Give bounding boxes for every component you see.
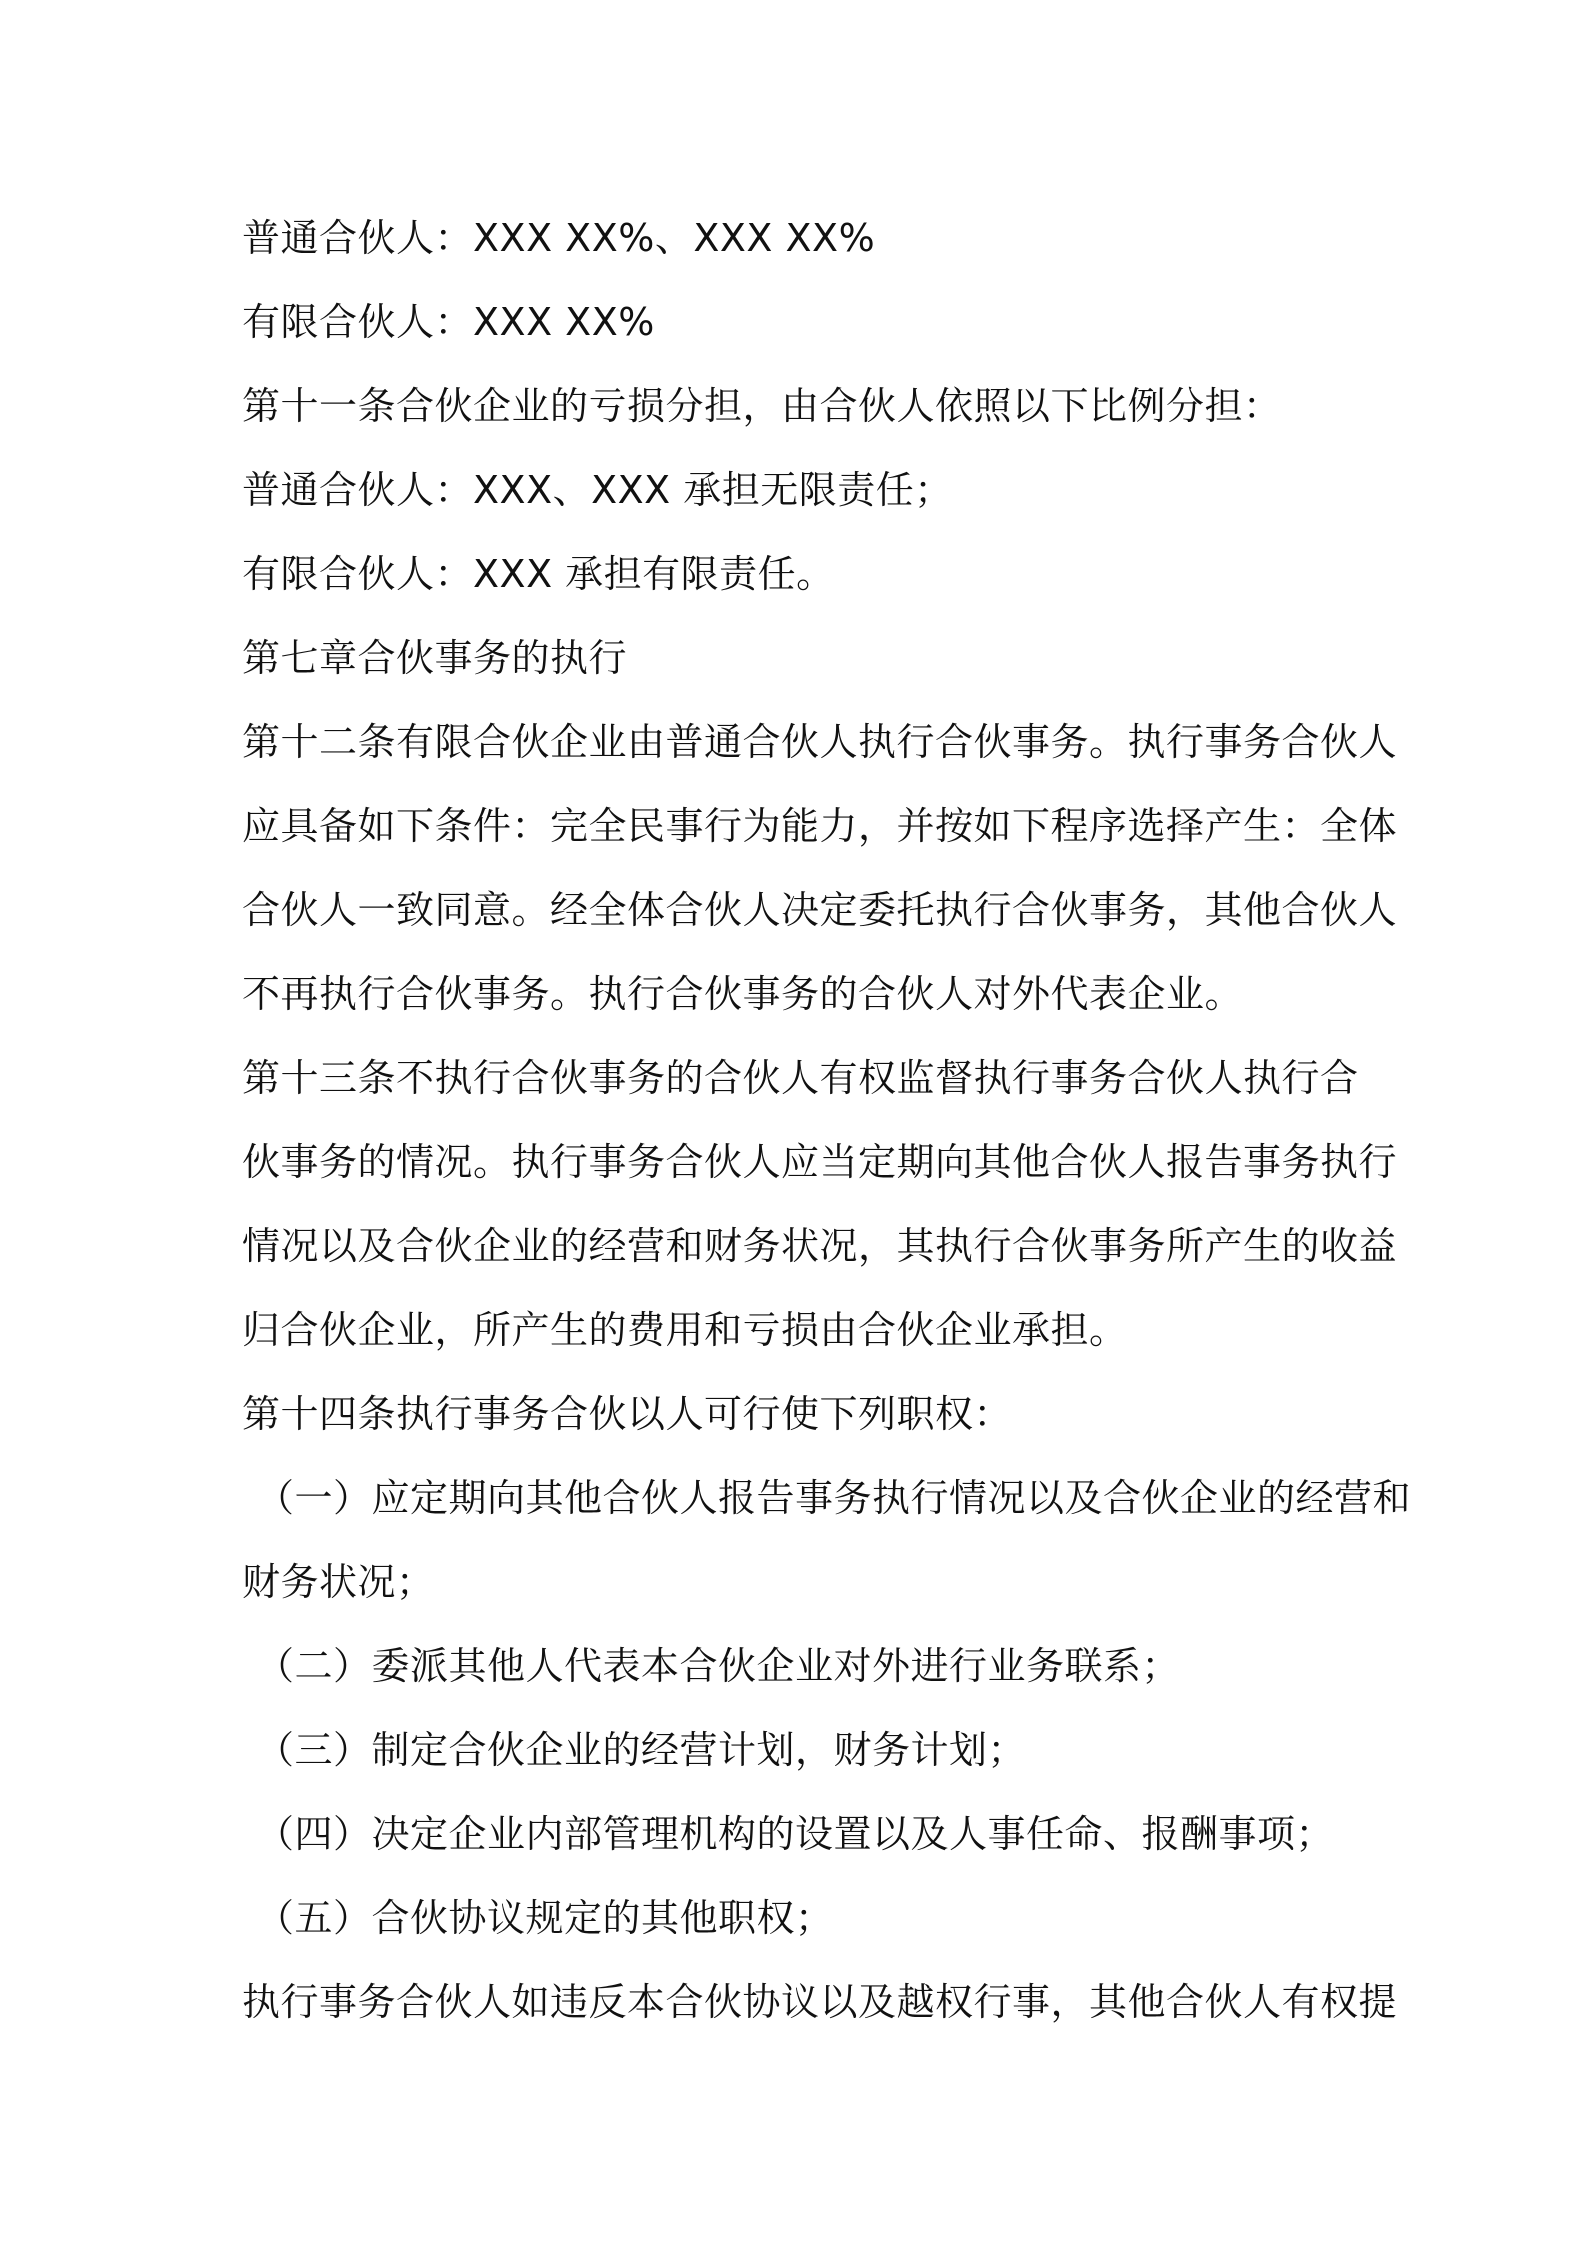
text-line: 财务状况； bbox=[242, 1560, 435, 1604]
article-11: 第十一条合伙企业的亏损分担，由合伙人依照以下比例分担： bbox=[242, 384, 1282, 428]
text-line: 合伙人一致同意。经全体合伙人决定委托执行合伙事务，其他合伙人 bbox=[242, 888, 1398, 932]
chapter-heading: 第七章合伙事务的执行 bbox=[242, 636, 628, 680]
text-line: 普通合伙人：XXX XX%、XXX XX% bbox=[242, 216, 876, 260]
text-line: 伙事务的情况。执行事务合伙人应当定期向其他合伙人报告事务执行 bbox=[242, 1140, 1398, 1184]
article-13: 第十三条不执行合伙事务的合伙人有权监督执行事务合伙人执行合 bbox=[242, 1056, 1359, 1100]
document-body bbox=[242, 196, 1412, 2044]
article-14: 第十四条执行事务合伙以人可行使下列职权： bbox=[242, 1392, 1013, 1436]
list-item-1: （一）应定期向其他合伙人报告事务执行情况以及合伙企业的经营和 bbox=[256, 1476, 1412, 1520]
article-12: 第十二条有限合伙企业由普通合伙人执行合伙事务。执行事务合伙人 bbox=[242, 720, 1398, 764]
list-item-3: （三）制定合伙企业的经营计划，财务计划； bbox=[256, 1728, 1027, 1772]
list-item-4: （四）决定企业内部管理机构的设置以及人事任命、报酬事项； bbox=[256, 1812, 1335, 1856]
text-line: 普通合伙人：XXX、XXX 承担无限责任； bbox=[242, 468, 953, 512]
text-line: 执行事务合伙人如违反本合伙协议以及越权行事，其他合伙人有权提 bbox=[242, 1980, 1398, 2024]
text-line: 情况以及合伙企业的经营和财务状况，其执行合伙事务所产生的收益 bbox=[242, 1224, 1398, 1268]
text-line: 应具备如下条件：完全民事行为能力，并按如下程序选择产生：全体 bbox=[242, 804, 1398, 848]
text-line: 归合伙企业，所产生的费用和亏损由合伙企业承担。 bbox=[242, 1308, 1128, 1352]
text-line: 有限合伙人：XXX XX% bbox=[242, 300, 655, 344]
text-line: 有限合伙人：XXX 承担有限责任。 bbox=[242, 552, 835, 596]
list-item-2: （二）委派其他人代表本合伙企业对外进行业务联系； bbox=[256, 1644, 1181, 1688]
list-item-5: （五）合伙协议规定的其他职权； bbox=[256, 1896, 834, 1940]
text-line: 不再执行合伙事务。执行合伙事务的合伙人对外代表企业。 bbox=[242, 972, 1244, 1016]
